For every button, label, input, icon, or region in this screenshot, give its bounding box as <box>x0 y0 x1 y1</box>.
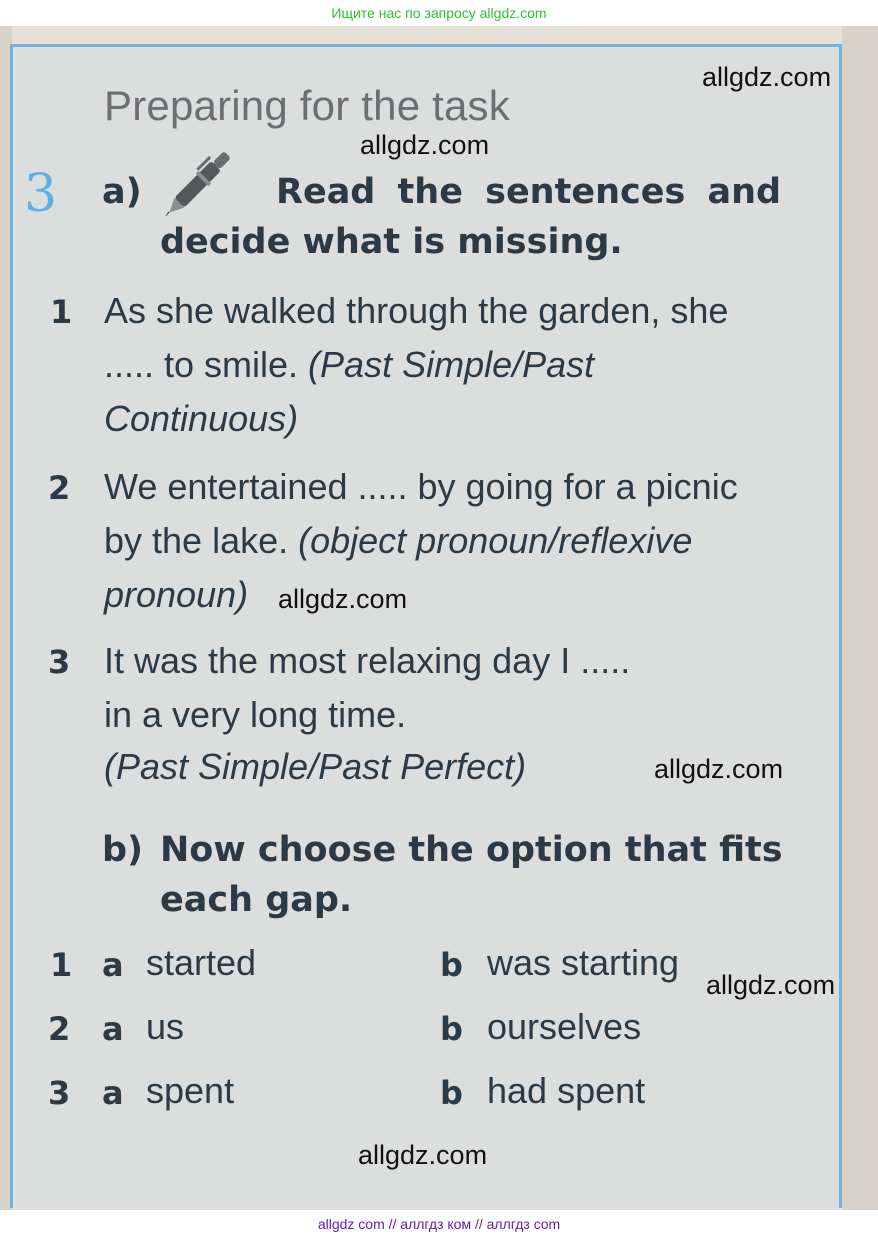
pen-icon <box>162 140 242 220</box>
watermark: allgdz.com <box>278 584 408 614</box>
option-1b-text: was starting <box>487 942 680 983</box>
item-1-hint-part2: Continuous) <box>104 398 299 439</box>
item-3-line1: It was the most relaxing day I ..... <box>104 640 631 681</box>
option-1a-letter: a <box>102 946 124 984</box>
option-row-2-number: 2 <box>48 1010 71 1048</box>
watermark: allgdz.com <box>702 62 832 92</box>
option-2a-letter: a <box>102 1010 124 1048</box>
part-a-instruction-line2: decide what is missing. <box>160 222 623 262</box>
watermark: allgdz.com <box>360 130 490 160</box>
option-3a-text: spent <box>146 1070 235 1111</box>
top-banner[interactable]: Ищите нас по запросу allgdz.com <box>0 0 878 26</box>
option-row-3-number: 3 <box>48 1074 71 1112</box>
option-row-1-number: 1 <box>50 946 73 984</box>
part-b-instruction-line2: each gap. <box>160 880 353 920</box>
option-2a-text: us <box>146 1006 185 1047</box>
item-2-number: 2 <box>48 469 71 507</box>
watermark: allgdz.com <box>654 754 784 784</box>
page-edge-right <box>842 26 878 1210</box>
option-1b-letter: b <box>440 946 463 984</box>
item-2-line2-text: by the lake. <box>104 520 299 561</box>
item-1-line2-text: ..... to smile. <box>104 344 309 385</box>
item-1-hint-part1: (Past Simple/Past <box>308 344 595 385</box>
item-3-hint: (Past Simple/Past Perfect) <box>104 746 527 787</box>
option-1a-text: started <box>146 942 257 983</box>
watermark: allgdz.com <box>706 970 836 1000</box>
part-b-label: b) <box>102 830 144 870</box>
item-3-number: 3 <box>48 643 71 681</box>
section-heading: Preparing for the task <box>104 82 510 129</box>
exercise-number: 3 <box>24 164 58 224</box>
option-3a-letter: a <box>102 1074 124 1112</box>
item-1-number: 1 <box>50 293 73 331</box>
part-a-instruction-line1: Read the sentences and <box>276 172 782 212</box>
item-1-line2 <box>104 344 594 386</box>
item-2-hint-part1: (object pronoun/reflexive <box>298 520 693 561</box>
watermark: allgdz.com <box>358 1140 488 1170</box>
part-b-instruction-line1: Now choose the option that fits <box>160 830 783 870</box>
exercise-panel <box>10 44 842 1208</box>
option-3b-text: had spent <box>487 1070 646 1111</box>
part-a-label: a) <box>102 172 142 212</box>
item-3-line2: in a very long time. <box>104 694 407 735</box>
option-3b-letter: b <box>440 1074 463 1112</box>
item-2-hint-part2: pronoun) <box>104 574 249 615</box>
item-2-line1: We entertained ..... by going for a picnic <box>104 466 738 507</box>
option-2b-letter: b <box>440 1010 463 1048</box>
bottom-banner[interactable]: allgdz com // аллгдз ком // аллгдз com <box>0 1210 878 1239</box>
option-2b-text: ourselves <box>487 1006 642 1047</box>
item-1-line1: As she walked through the garden, she <box>104 290 729 331</box>
item-2-line2 <box>104 520 692 562</box>
